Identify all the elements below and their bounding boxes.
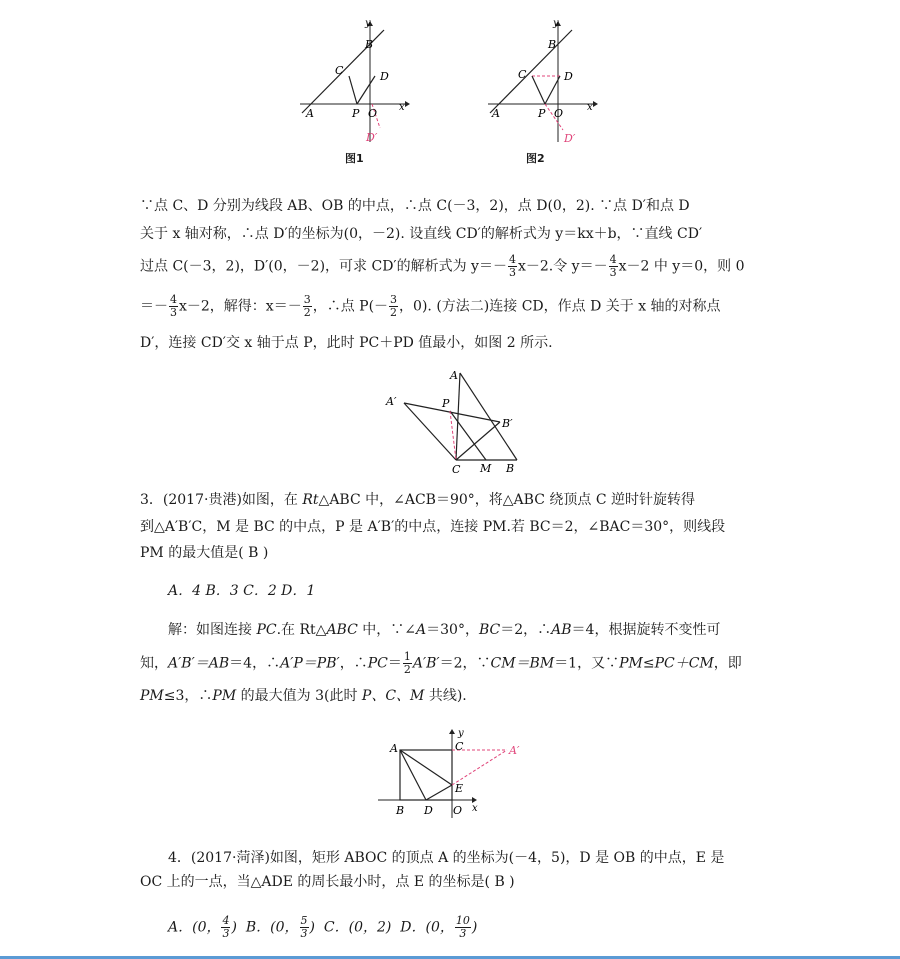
fig1-label-d: D <box>380 70 389 83</box>
fig3-label-p: P <box>442 397 450 410</box>
fig3-label-aprime: A′ <box>386 395 397 408</box>
fig3-label-m: M <box>480 462 492 475</box>
fig1-label-c: C <box>335 64 344 77</box>
sol3-line-3: PM≤3，∴PM 的最大值为 3(此时 P、C、M 共线). <box>140 688 467 704</box>
fraction: $\frac{4}{3}$ <box>222 914 230 940</box>
fig4-label-c: C <box>455 740 464 753</box>
fig3-label-b: B <box>506 462 515 475</box>
fig2-label-p: P <box>538 107 546 120</box>
fig1-caption: 图1 <box>345 152 364 165</box>
fraction: $\frac{3}{2}$ <box>303 293 311 319</box>
fig2-caption: 图2 <box>526 152 545 165</box>
q3-line-3: PM 的最大值是( B ) <box>140 545 269 561</box>
fig1-label-o: O <box>368 107 378 120</box>
figure-2 <box>480 18 600 148</box>
q3-line-2: 到△A′B′C，M 是 BC 的中点，P 是 A′B′的中点，连接 PM.若 BC＝2，∠BAC＝30°，则线段 <box>140 519 726 535</box>
sol3-line-2: 知，A′B′＝AB＝4，∴A′P＝PB′，∴PC＝ $\frac{1}{2}$ A′B′＝2，∵CM＝BM＝1，又∵PM≤PC＋CM，即 <box>140 650 742 676</box>
sol3-line-1: 解：如图连接 PC.在 Rt△ABC 中，∵∠A＝30°，BC＝2，∴AB＝4，根据旋转不变性可 <box>168 622 721 638</box>
fig1-label-a: A <box>306 107 314 120</box>
fig1-label-y: y <box>365 18 371 29</box>
p1-line-4: ＝－ $\frac{4}{3}$ x－2，解得：x＝－ $\frac{3}{2}$ ，∴点 P(－ $\frac{3}{2}$ ，0). (方法二)连接 CD，作点 D 关于 x 轴的对称点 <box>140 293 721 319</box>
fig4-label-e: E <box>455 782 464 795</box>
p1-line-3: 过点 C(－3，2)，D′(0，－2)，可求 CD′的解析式为 y＝－ $\frac{4}{3}$ x－2.令 y＝－ $\frac{4}{3}$ x－2 中 y＝0，则 0 <box>140 253 745 279</box>
fraction: $\frac{4}{3}$ <box>508 253 516 279</box>
fig4-label-aprime: A′ <box>509 744 520 757</box>
q4-options: A．(0， $\frac{4}{3}$ ) B．(0， $\frac{5}{3}$ ) C．(0，2) D．(0， $\frac{10}{3}$ ) <box>168 914 478 940</box>
fraction: $\frac{10}{3}$ <box>455 914 470 940</box>
fraction: $\frac{4}{3}$ <box>170 293 177 319</box>
fig4-label-y: y <box>458 728 464 739</box>
fig4-label-o: O <box>453 804 463 817</box>
fig4-label-d: D <box>424 804 433 817</box>
p1-line-1: ∵点 C、D 分别为线段 AB、OB 的中点，∴点 C(－3，2)，点 D(0，2). ∵点 D′和点 D <box>140 198 690 214</box>
fig1-label-x: x <box>399 102 405 113</box>
fig1-label-b: B <box>365 38 374 51</box>
fraction: $\frac{1}{2}$ <box>403 650 411 676</box>
fig3-label-a: A <box>450 369 458 382</box>
fig2-label-dprime: D′ <box>564 132 576 145</box>
fraction: $\frac{4}{3}$ <box>609 253 617 279</box>
q3-line-1: 3．(2017·贵港)如图，在 Rt△ABC 中，∠ACB＝90°，将△ABC 绕顶点 C 逆时针旋转得 <box>140 492 695 508</box>
fig3-label-c: C <box>452 463 461 476</box>
fraction: $\frac{5}{3}$ <box>300 914 308 940</box>
q4-line-1: 4．(2017·菏泽)如图，矩形 ABOC 的顶点 A 的坐标为(－4，5)，D 是 OB 的中点，E 是 <box>168 850 725 866</box>
fig2-label-y: y <box>553 18 559 29</box>
fig4-label-x: x <box>472 803 478 814</box>
figure-3 <box>380 365 530 477</box>
fig2-label-c: C <box>518 68 527 81</box>
fig3-label-bprime: B′ <box>502 417 513 430</box>
q3-options: A．4 B．3 C．2 D．1 <box>168 583 316 599</box>
fig2-label-b: B <box>548 38 557 51</box>
figure-1 <box>292 18 412 148</box>
p1-line-2: 关于 x 轴对称，∴点 D′的坐标为(0，－2). 设直线 CD′的解析式为 y＝kx＋b，∵直线 CD′ <box>140 226 703 242</box>
fig1-label-dprime: D′ <box>366 131 378 144</box>
q4-line-2: OC 上的一点，当△ADE 的周长最小时，点 E 的坐标是( B ) <box>140 874 515 890</box>
p1-line-5: D′，连接 CD′交 x 轴于点 P，此时 PC＋PD 值最小，如图 2 所示. <box>140 335 553 351</box>
fig4-label-a: A <box>390 742 398 755</box>
fraction: $\frac{3}{2}$ <box>390 293 398 319</box>
figure-4 <box>372 728 542 820</box>
fig2-label-a: A <box>492 107 500 120</box>
fig4-label-b: B <box>396 804 405 817</box>
fig2-label-d: D <box>564 70 573 83</box>
fig1-label-p: P <box>352 107 360 120</box>
fig2-label-o: O <box>554 107 564 120</box>
fig2-label-x: x <box>587 102 593 113</box>
